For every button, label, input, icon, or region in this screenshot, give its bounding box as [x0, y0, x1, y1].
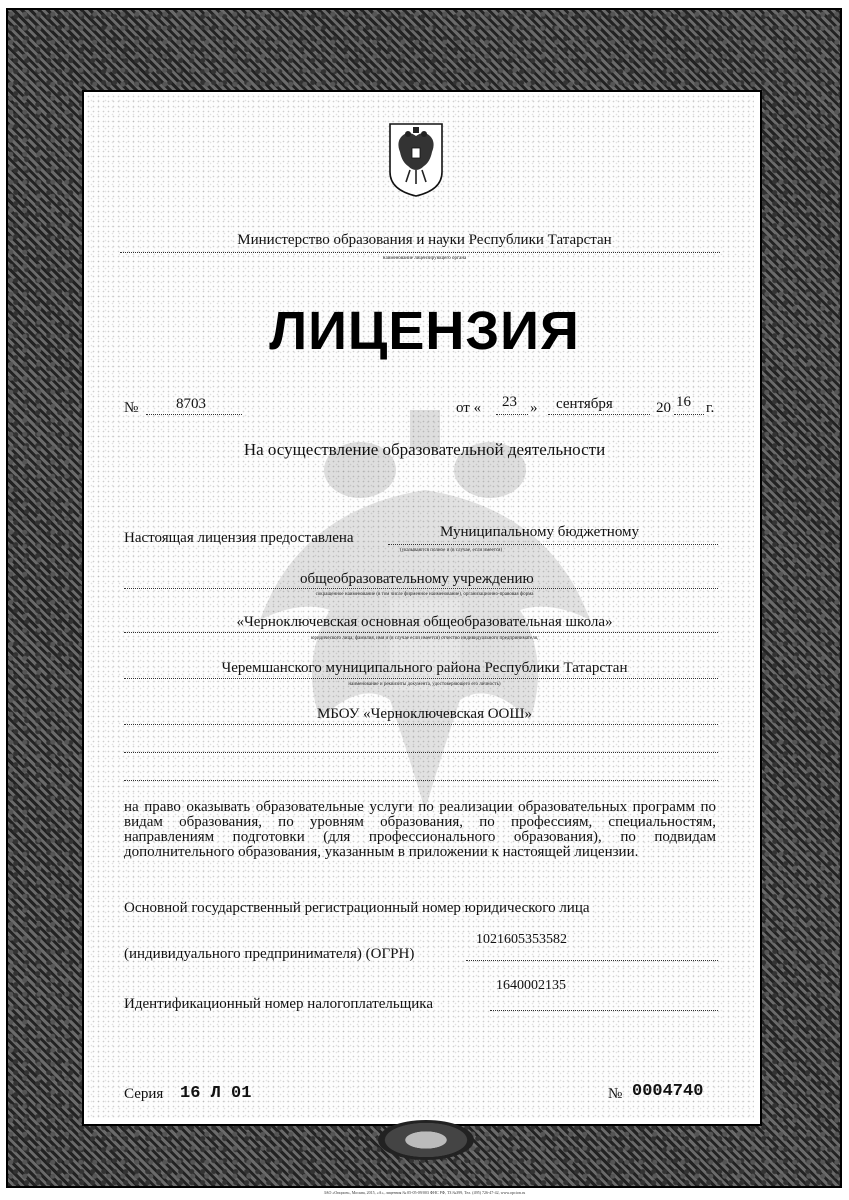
inn-underline — [490, 1010, 718, 1011]
licensee-intro: Настоящая лицензия предоставлена — [124, 530, 354, 546]
year-underline — [674, 414, 704, 415]
license-body-text: на право оказывать образовательные услуги по реализации образовательных программ по видам образования, по уровням образования, по профессиям, специальностям, направлениям подготовки (для профессионального образования), по подвидам дополнительного образования, указанным в приложении к настоящей лицензии. — [124, 799, 716, 860]
blank-underline-1 — [124, 752, 718, 753]
licensee-line-1: Муниципальному бюджетному — [440, 524, 640, 540]
number-underline — [146, 414, 242, 415]
eagle-watermark-icon — [240, 400, 610, 820]
blank-underline-2 — [124, 780, 718, 781]
month-underline — [548, 414, 650, 415]
year-suffix: 16 — [676, 394, 691, 410]
licensee-underline-2 — [124, 588, 718, 589]
licensee-caption-3: юридического лица, фамилия, имя и (в случае если имеется) отчество индивидуального предпринимателя, — [310, 636, 539, 641]
date-month: сентября — [556, 396, 613, 412]
date-prefix: от « — [456, 400, 482, 416]
license-number: 8703 — [176, 396, 206, 412]
licensee-underline-4 — [124, 678, 718, 679]
day-underline — [496, 414, 528, 415]
series-value: 16 Л 01 — [180, 1084, 252, 1103]
printer-note: ЗАО «Опцион», Москва, 2015, «А», лицензия № 05-05-09/003 ФНС РФ, ТЗ №399, Тел. (495) 726-47-42, www.opcion.ru — [323, 1190, 526, 1195]
document-title: ЛИЦЕНЗИЯ — [269, 301, 580, 361]
ogrn-underline — [466, 960, 718, 961]
licensee-caption-1: (указываются полное и (в случае, если имеется) — [400, 548, 503, 553]
inn-value: 1640002135 — [496, 978, 566, 993]
licensee-underline-1 — [388, 544, 718, 545]
coat-of-arms-icon — [386, 118, 446, 198]
form-number-prefix: № — [608, 1086, 623, 1102]
ministry-underline — [120, 252, 720, 253]
series-label: Серия — [124, 1086, 164, 1102]
ogrn-value: 1021605353582 — [476, 932, 567, 947]
number-prefix: № — [124, 400, 139, 416]
licensee-caption-4: наименование и реквизиты документа, удостоверяющего его личность) — [348, 682, 501, 687]
year-prefix: 20 — [656, 400, 671, 416]
licensee-underline-5 — [124, 724, 718, 725]
bottom-ornament — [378, 1120, 474, 1160]
day-close: » — [530, 400, 538, 416]
licensee-line-3: «Черноключевская основная общеобразовательная школа» — [236, 614, 613, 630]
ogrn-label-2: (индивидуального предпринимателя) (ОГРН) — [124, 946, 415, 962]
licensee-line-4: Черемшанского муниципального района Республики Татарстан — [221, 660, 628, 676]
year-end: г. — [706, 400, 715, 416]
license-purpose: На осуществление образовательной деятельности — [243, 440, 606, 459]
ogrn-label-1: Основной государственный регистрационный номер юридического лица — [124, 900, 590, 916]
ministry-name: Министерство образования и науки Республики Татарстан — [237, 232, 612, 248]
licensee-line-2: общеобразовательному учреждению — [300, 571, 534, 587]
licensee-line-5: МБОУ «Черноключевская ООШ» — [316, 706, 533, 722]
ministry-caption: наименование лицензирующего органа — [382, 256, 467, 261]
inn-label: Идентификационный номер налогоплательщика — [124, 996, 434, 1012]
form-number-value: 0004740 — [632, 1082, 704, 1101]
licensee-caption-2: сокращенное наименование (в том числе фирменное наименование), организационно-правовая форма — [315, 592, 534, 597]
date-day: 23 — [502, 394, 517, 410]
licensee-underline-3 — [124, 632, 718, 633]
